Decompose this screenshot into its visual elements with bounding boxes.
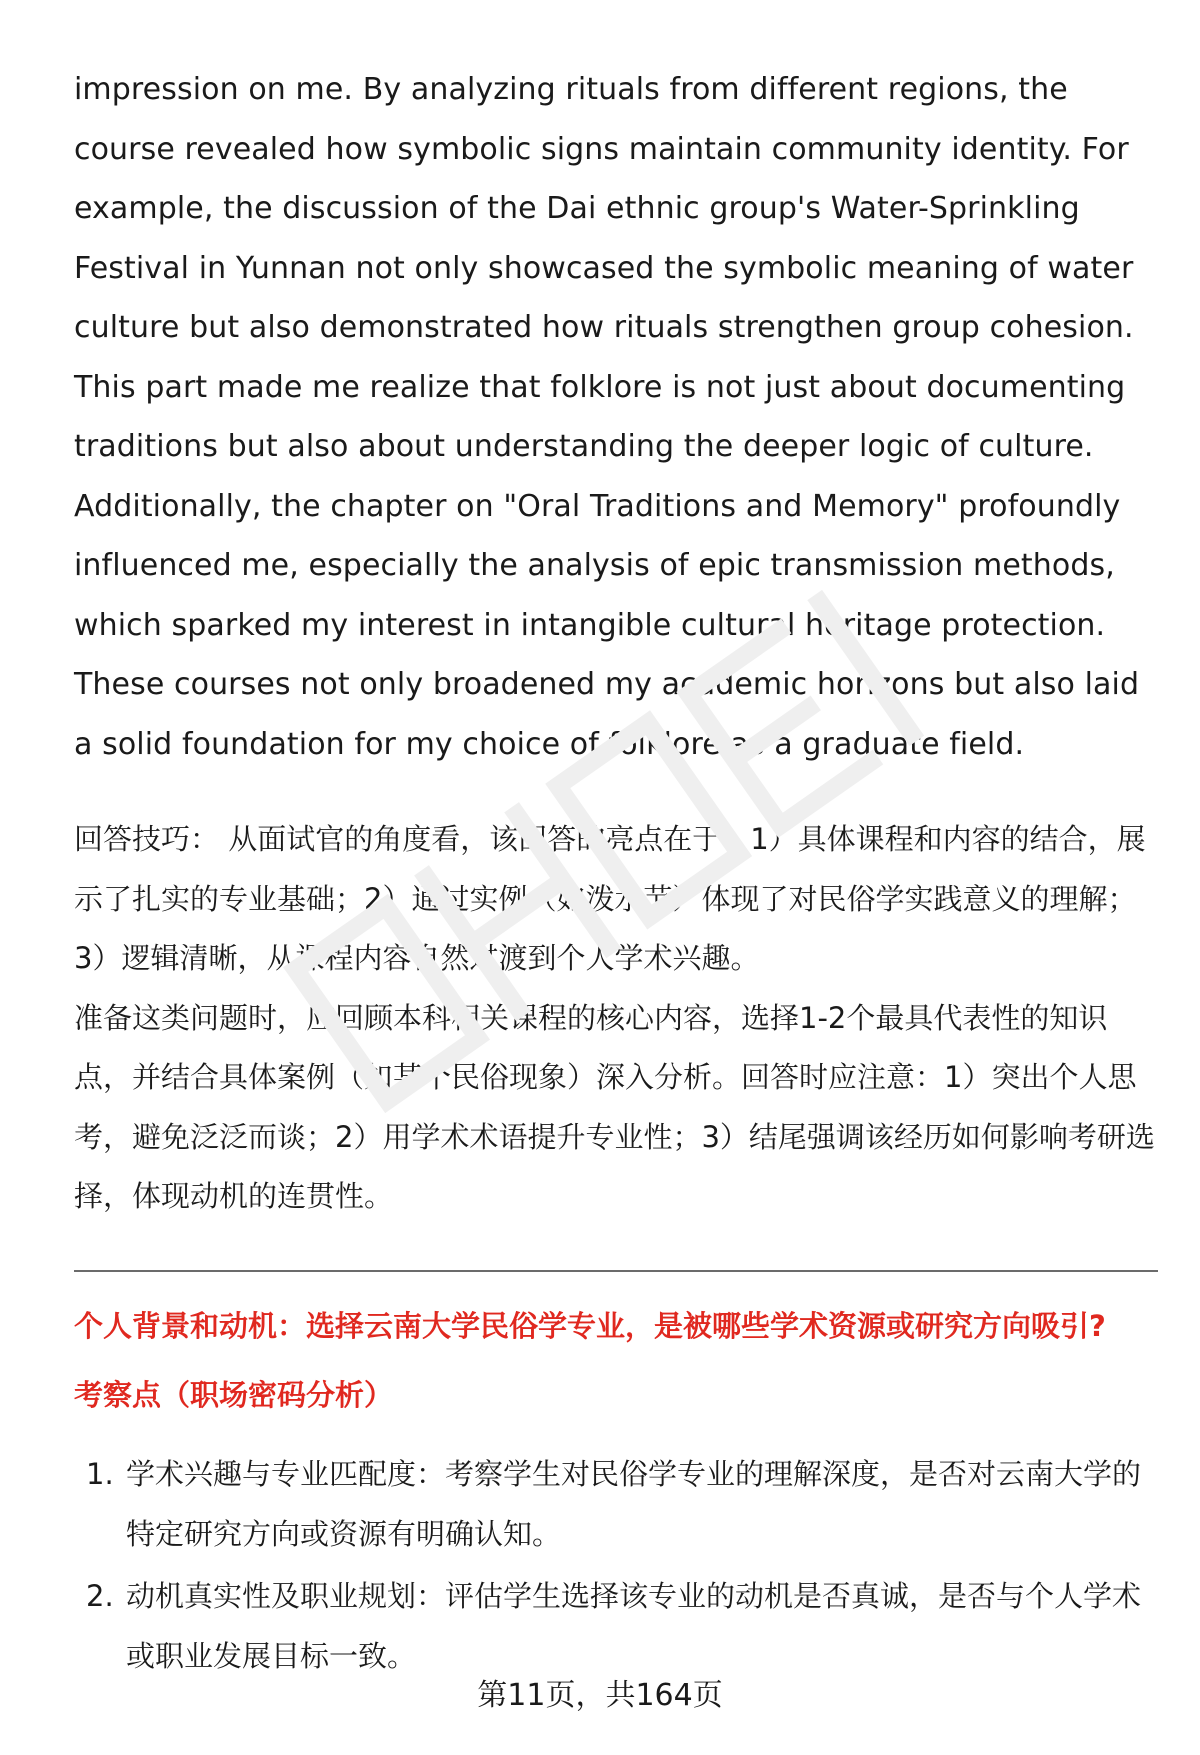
page-footer: 第11页，共164页 [477,1678,723,1713]
list-item [74,1567,1158,1686]
list-item-text: 动机真实性及职业规划：评估学生选择该专业的动机是否真诚，是否与个人学术或职业发展目标一致。 [126,1579,1142,1673]
list-item [74,1445,1158,1564]
list-item-number: 2. [86,1579,114,1613]
section-divider [74,1270,1158,1272]
body-paragraph: impression on me. By analyzing rituals from different regions, the course revealed how symbolic signs maintain community identity. For example, the discussion of the Dai ethnic group's Water-Sprinkling Festival in Yunnan not only showcased the symbolic meaning of water culture but also demonstrated how rituals strengthen group cohesion. This part made me realize that folklore is not just about documenting traditions but also about understanding the deeper logic of culture. Additionally, the chapter on "Oral Traditions and Memory" profoundly influenced me, especially the analysis of epic transmission methods, which sparked my interest in intangible cultural heritage protection. These courses not only broadened my academic horizons but also laid a solid foundation for my choice of folklore as a graduate field. [74,72,1140,762]
answer-tips [74,810,1158,1227]
list-item-number: 1. [86,1457,114,1491]
points-list [74,1445,1158,1689]
section-title: 考察点（职场密码分析） [74,1378,394,1412]
tips-paragraph-1: 回答技巧： 从面试官的角度看，该回答的亮点在于：1）具体课程和内容的结合，展示了扎实的专业基础；2）通过实例（如泼水节）体现了对民俗学实践意义的理解；3）逻辑清晰，从课程内容自然过渡到个人学术兴趣。 [74,822,1146,975]
document-page [74,60,1158,1227]
question-title: 个人背景和动机：选择云南大学民俗学专业，是被哪些学术资源或研究方向吸引? [74,1309,1106,1343]
list-item-text: 学术兴趣与专业匹配度：考察学生对民俗学专业的理解深度，是否对云南大学的特定研究方向或资源有明确认知。 [126,1457,1142,1551]
tips-paragraph-2: 准备这类问题时，应回顾本科相关课程的核心内容，选择1-2个最具代表性的知识点，并结合具体案例（如某个民俗现象）深入分析。回答时应注意：1）突出个人思考，避免泛泛而谈；2）用学术术语提升专业性；3）结尾强调该经历如何影响考研选择，体现动机的连贯性。 [74,1000,1155,1213]
